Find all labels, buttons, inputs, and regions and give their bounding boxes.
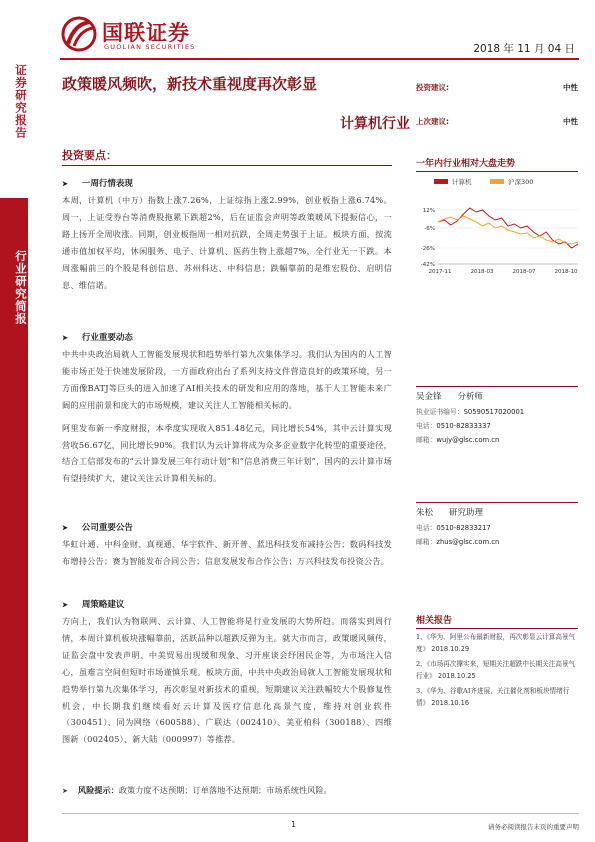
rating-previous xyxy=(416,116,578,130)
section-weekly-strategy xyxy=(62,597,392,748)
analyst-title: 分析师 xyxy=(457,392,484,402)
rating-previous-value: 中性 xyxy=(563,117,578,126)
analyst-card-1 xyxy=(416,386,578,447)
legend-swatch xyxy=(490,179,504,184)
related-reports-list xyxy=(416,632,578,713)
section-heading: ➤ 公司重要公告 xyxy=(62,523,133,533)
footer-disclaimer: 请务必阅读报告末页的重要声明 xyxy=(488,823,579,831)
brand-name-en: GUOLIAN SECURITIES xyxy=(104,43,196,51)
related-report-item[interactable]: 1、《华为、阿里公布最新财报，再次彰显云计算高景气度》 2018.10.29 xyxy=(416,633,576,653)
analyst-name-line xyxy=(416,505,578,521)
rating-current-value: 中性 xyxy=(563,83,578,92)
y-tick-label: -6% xyxy=(424,226,435,232)
legend-label: 沪深300 xyxy=(508,178,534,186)
analyst-cert: 执业证书编号：S0590517020001 xyxy=(416,408,525,416)
section-paragraph: 方向上，我们认为物联网、云计算、人工智能将是行业发展的大势所趋。而落实到周行情，本周计算机板块涨幅靠前，活跃品种以超跌反弹为主。就大市而言，政策暖风频传，证监会盘中发表声明、中美贸易出现缓和现象、习开座谈会纾困民企等，为市场注入信心，虽难言空间但短时市场谨慎乐观。板块方面，中共中央政治局就人工智能发展现状和趋势举行第九次集体学习，再次彰显对新技术的重视，短期建议关注跌幅较大个股修复性机会，中长期我们继续看好云计算及医疗信息化高景气度，维持对创业软件（300451）、同为网络（600588）、广联达（002410）、美亚柏科（300188）、四维图新（002405）、新大陆（000997）等推荐。 xyxy=(62,616,392,745)
series-line xyxy=(438,216,578,244)
section-paragraph: 阿里发布新一季度财报，本季度实现收入851.48亿元，同比增长54%，其中云计算实现营收56.67亿，同比增长90%。我们认为云计算将成为众多企业数字化转型的重要途径，结合工信部发布的“云计算发展三年行动计划”和“信息消费三年计划”，国内的云计算市场有望持续扩大，建议关注云计算相关标的。 xyxy=(62,422,392,484)
footer-divider xyxy=(62,813,579,814)
key-points-divider xyxy=(62,165,392,166)
side-label-securities-report: 证券研究报告 xyxy=(14,64,28,139)
section-heading: ➤ 周策略建议 xyxy=(62,600,125,610)
analyst-email[interactable]: 邮箱：wujy@glsc.com.cn xyxy=(416,436,500,444)
analyst-card-2 xyxy=(416,502,578,549)
analyst-divider xyxy=(416,386,578,387)
brand-name-cn: 国联证券 xyxy=(102,21,190,45)
related-report-item[interactable]: 3、《华为、谷歌AI齐进展，关注催化剂和板块情绪行情》 2018.10.16 xyxy=(416,687,570,707)
analyst-divider xyxy=(416,502,578,503)
triangle-bullet-icon: ➤ xyxy=(62,787,68,795)
legend-swatch xyxy=(434,179,448,184)
section-paragraph: 本周，计算机（中万）指数上涨7.26%，上证综指上涨2.99%，创业板指上涨6.74%。周一，上证受券台等消费股拖累下跌超2%，后在证监会声明等政策暖风下提振信心，一路上扬开全周收涨。同期，创业板指周一相对抗跌，全周走势强于上证。板块方面，按流通市值加权平均，休闲服务、电子、计算机、医药生物上涨超7%，全行业无一下跌。本周涨幅前三的个股是科创信息、苏州科达、中科信息；跌幅靠前的是维宏股份、启明信息、维信诺。 xyxy=(62,195,392,290)
related-report-item[interactable]: 2、《市场再次撑实来，短期关注超跌中长期关注高景气行业》 2018.10.25 xyxy=(416,660,576,680)
rating-previous-label: 上次建议: xyxy=(416,117,449,126)
legend-label: 计算机 xyxy=(452,178,472,186)
page-number: 1 xyxy=(291,820,297,829)
header-divider xyxy=(60,58,579,60)
analyst-name: 吴金锋 xyxy=(416,392,442,402)
rating-current xyxy=(416,82,578,96)
section-weekly-market xyxy=(62,176,392,293)
analyst-name-line xyxy=(416,389,578,405)
section-heading: ➤ 行业重要动态 xyxy=(62,333,133,343)
triangle-bullet-icon: ➤ xyxy=(62,179,68,188)
x-tick-label: 2017-11 xyxy=(428,269,452,275)
triangle-bullet-icon: ➤ xyxy=(62,600,68,609)
section-paragraph: 中共中央政治局就人工智能发展现状和趋势举行第九次集体学习。我们认为国内的人工智能市场正处于快速发展阶段，一方面政府出台了系列支持文件营造良好的政策环境，另一方面像BATJ等巨头的进入加速了AI相关技术的研发和应用的落地，基于人工智能未来广阔的应用前景和庞大的市场规模，建议关注人工智能相关标的。 xyxy=(62,349,392,410)
relative-performance-chart xyxy=(410,172,582,278)
x-tick-label: 2018-07 xyxy=(512,269,536,275)
x-tick-label: 2018-03 xyxy=(470,269,494,275)
triangle-bullet-icon: ➤ xyxy=(62,333,68,342)
brand-logo xyxy=(60,14,230,52)
y-tick-label: 12% xyxy=(422,208,435,214)
y-tick-label: -26% xyxy=(420,246,435,252)
related-reports-divider xyxy=(416,628,578,629)
risk-warning xyxy=(62,785,402,796)
key-points-title: 投资要点： xyxy=(62,149,117,162)
triangle-bullet-icon: ➤ xyxy=(62,523,68,532)
rating-current-label: 投资建议: xyxy=(416,83,449,92)
brand-logo-icon xyxy=(60,14,98,52)
report-date: 2018 年 11 月 04 日 xyxy=(473,43,575,55)
report-title: 政策暖风频吹，新技术重视度再次彰显 xyxy=(62,75,318,93)
chart-title: 一年内行业相对大盘走势 xyxy=(416,159,516,169)
analyst-email[interactable]: 邮箱：zhus@glsc.com.cn xyxy=(416,538,500,546)
x-tick-label: 2018-10 xyxy=(554,269,578,275)
analyst-title: 研究助理 xyxy=(449,508,484,518)
risk-label: 风险提示： xyxy=(77,785,119,795)
analyst-phone: 电话：0510-82833217 xyxy=(416,524,491,532)
risk-text: 政策力度不达预期；订单落地不达预期；市场系统性风险。 xyxy=(118,785,332,795)
y-tick-label: -42% xyxy=(420,262,435,268)
industry-name: 计算机行业 xyxy=(340,116,410,132)
section-paragraph: 华虹计通、中科金财、真视通、华宇软件、新开普、蓝迅科技发布减持公告；数码科技发布增持公告；赛为智能发布合同公告；信息发展发布合作公告；万兴科技发布投资公告。 xyxy=(62,539,392,566)
section-company-announcements xyxy=(62,520,392,570)
side-label-industry-brief: 行业研究简报 xyxy=(14,250,28,325)
analyst-name: 朱松 xyxy=(416,508,434,518)
analyst-phone: 电话：0510-82833337 xyxy=(416,422,491,430)
related-reports-title: 相关报告 xyxy=(416,616,453,626)
section-industry-news xyxy=(62,330,392,487)
section-heading: ➤ 一周行情表现 xyxy=(62,179,133,189)
